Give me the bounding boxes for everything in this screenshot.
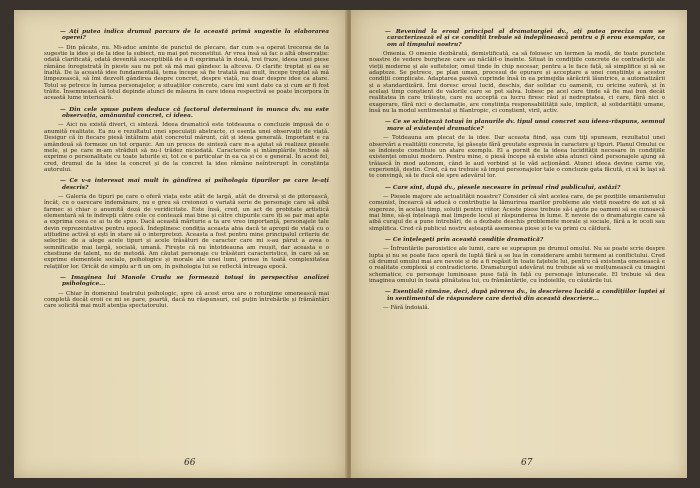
interview-answer: — Totdeauna am plecat de la idee. Dar aceasta fiind, aşa cum tiţi spuneam, rezultatul unei observări a realității concrete, îşi găseşte fără greutate expresia în caractere şi tipuri. Planul Omului ce se îndoiește constituie un atare exemplu. El a pornit de la ideea lucidității necesare în condițiile existenței omului modern. Pentru mine, o piesă începe să existe abia atunci când personajele ajung să trăiască în mod autonom, când le aud vorbind și le văd acționând. Atunci ideea devine carne vie, experiență, destin. Cred, că nu trebuie să impui personajelor tale o concluzie gata făcută, ci să le lași să te convingă, să te ducă ele spre adevărul lor. [369,135,665,180]
interview-answer: — Aici nu există divert, ci sinteză. Ideea dramatică este totdeauna o concluzie impusă de o anumită realitate. Ea nu e rezultatul unei speculații abstracte, ci esența unei observații de viață. Desigur că în fiecare piesă întâlnim atât concretul mărunt, cât și ideea generală. Important e ca amândouă să formeze un tot organic. Am un proces de sinteză care m-a ajutat să realizez piesele mele, și pe care m-am străduit să nu-l trădez niciodată. Caracterele și întâmplările trebuie să exprime o personalitate cu toate laturile ei, tot ce e particular în ea ca și ce e general. În acest fel, cred, drumul de la idee la concret și de la concret la idee rămâne neîntrerupt în conștiința autorului. [44,122,329,173]
page-number: 66 [184,458,196,468]
interview-question: — Ați putea indica drumul parcurs de la această primă sugestie la elaborarea operei? [44,29,329,42]
interview-answer: Omenia. O omenie dezbărată, demistificată, ca să folosesc un termen la modă, de toate punctele noastre de vedere burgheze care au năclăit-o înainte. Situat în condițiile concrete de contradicții ale vieții moderne și ale sufletelor, omul tinde în chip necesar, pentru a le face față, să simplifice și să se adapteze. Se petrece, pe plan uman, procesul de epurare și acceptare a unei conștiințe a acestor condiții complicate. Adaptarea pasivă cuprinde însă în ea primejdia sărăcirii lăuntrice, a automatizării și a standardizării. Îmi doresc eroul lucid, deschis, dar solidar cu oamenii, cu oricine suferă, și în același timp conștient de valorile care se pot salva. Iubesc pe acel care tinde să fie mai bun decât realitatea în care trăiește, care nu acceptă ca lucru firesc răul și nedreptatea, ci care, fără nici o exagerare, fără nici o declamație, are conștiința responsabilității sale, implicit, al solidarității umane, însă nu la modul sentimental și filantropic, ci conștient, viril, activ. [369,51,665,115]
interview-answer: — Din păcate, nu. Mi-aduc aminte de punctul de plecare, dar cum s-a operat trecerea de la sugestie la idee și de la idee la subiect, nu mai pot reconstitui. Ar vrea însă să fac o altă observație: odată clarificată, odată devenită susceptibilă de a fi exprimată în două, trei fraze, ideea unei piese rămâne înregistrată în pieste sau nu pot să mă mai gândesc la altceva. O clarific treptat și ea se înaltă. De la această idee fundamentală, tema începe să fie tratată mai mult, începe treptat să mă limpezească, să îmi dezvolt gândirea despre concret, despre viață, nu doar despre idee ca atare. Totul se petrece în lumea personajelor, a situațiilor concrete, care îmi sunt date ca și cum ar fi fost trăite. Însemnează că totul depinde atunci de măsura în care ideea respectivă se poate încorpora în această lume interioară. [44,44,329,102]
right-page-text [369,24,665,450]
interview-question: — Ce v-a interesat mai mult în gândirea și psihologia tipurilor pe care le-ați descris? [44,178,329,191]
interview-question: — Imaginea lui Manole Crudu se formează totuși în perspectiva analizei psihologice... [44,275,329,288]
right-page [351,10,687,478]
interview-answer: — Galeria de tipuri pe care o oferă viața este atât de largă, atât de diversă și de pitorească, încât, cu o oarecare îndemânare, nu e greu să creionezi o variată serie de personaje care să aibă farmec și chiar o anumită doză de veridicitate. Este însă, cred, un act de probitate artistică elementară să te îndrepți către cele ce contează mai bine și către chipurile care îți se par mai apte a exprima ceea ce ai tu de spus. Dacă această mărturie a ta are vreo importanță, personajele tale devin reprezentative pentru epocă. Îndeplinesc condiția aceasta abia dacă te apropii de viață cu o atitudine activă și ești în stare să o interpretezi. Aceasta a fost pentru mine principalul criteriu de selecție: de a alege acele tipuri și acele trăsături de caracter care mi s-au părut a avea o semnificație mai largă, socială, umană. Firește că nu întotdeauna am reușit, dar aceasta e o chestiune de talent, nu de metodă. Am căutat personaje cu trăsături caracteristice, în care să se exprime elementele sociale, psihologice și morale ale unei lumi, prinse în toată complexitatea relațiilor lor. Oricât de simplu ar fi un om, în psihologia lui se reflectă întreaga epocă. [44,193,329,270]
interview-question: — Ce se schițează totuși în planurile dv. tipul unui concret sau ideea-răspuns, semnul mare al existenței dramatice? [369,119,665,132]
left-page [14,10,347,478]
interview-question: — Esențială rămâne, deci, după părerea dv., în descrierea lucidă a condițiilor luptei și în sentimentul de răspundere care derivă din această descriere... [369,289,665,302]
left-page-text [44,24,329,450]
interview-answer: — Piesele majore ale actualității noastre? Consider că sînt acelea care, de pe pozițiile umanismului comunist, încearcă să aducă o contribuție la lămurirea marilor probleme ale vieții noastre de azi și să sugereze, în același timp, soluții pentru viitor. Aceste piese trebuie să-i ajute pe oameni să se cunoască mai bine, să-și înțeleagă mai limpede locul și răspunderea în lume. E nevoie de o dramaturgie care să aibă curajul de a pune întrebări, de a dezbate deschis problemele morale și sociale, fără a le ocoli sau simplifica. Cred că publicul nostru așteaptă asemenea piese și le va primi cu căldură. [369,193,665,232]
interview-question: — Ce înțelegeți prin această condiție dramatică? [369,237,665,243]
interview-question: — Care sînt, după dv., piesele necesare în primul rînd publicului, astăzi? [369,185,665,191]
page-number: 67 [521,458,533,468]
interview-question: — Revenind la eroul principal al dramaturgiei dv., ați putea preciza cum se caracterizează el și ce condiții trebuie să îndeplinească pentru a fi erou exemplar, ca om al timpului nostru? [369,29,665,48]
interview-answer: — Înfruntările paroxistice ale lumii, care se suprapun pe drumul omului. Nu se poate scrie despre lupta și nu se poate face operă de luptă fără a se lua în considerare ambii termeni ai conflictului. Cred că drumul omului mai are nevoie și de a fi regăsit în toate fațetele lui, pentru că existența omenească e o realitate complexă și contradictorie. Dramaturgul adevărat nu trebuie să se mulțumească cu imagini schematice, cu personaje luminoase puse față în față cu personaje întunecate. El trebuie să dea imaginea omului în toată plinătatea lui, cu frământările, cu îndoielile, cu căutările lui. [369,246,665,285]
interview-question: — Din cele spuse putem deduce că factorul determinant în munca dv. nu este observația, amănuntul concret, ci ideea. [44,107,329,120]
interview-answer: — Fără îndoială. [383,305,430,312]
interview-answer: — Chiar în domeniul teatrului psihologic, spre că acest erou are o rotunjime omenească mai completă decât eroii ce mi se pare, poartă, dacă nu răspunsuri, cel puțin întrebările și frământări care solicită mai mult atenția spectatorului. [44,290,329,310]
